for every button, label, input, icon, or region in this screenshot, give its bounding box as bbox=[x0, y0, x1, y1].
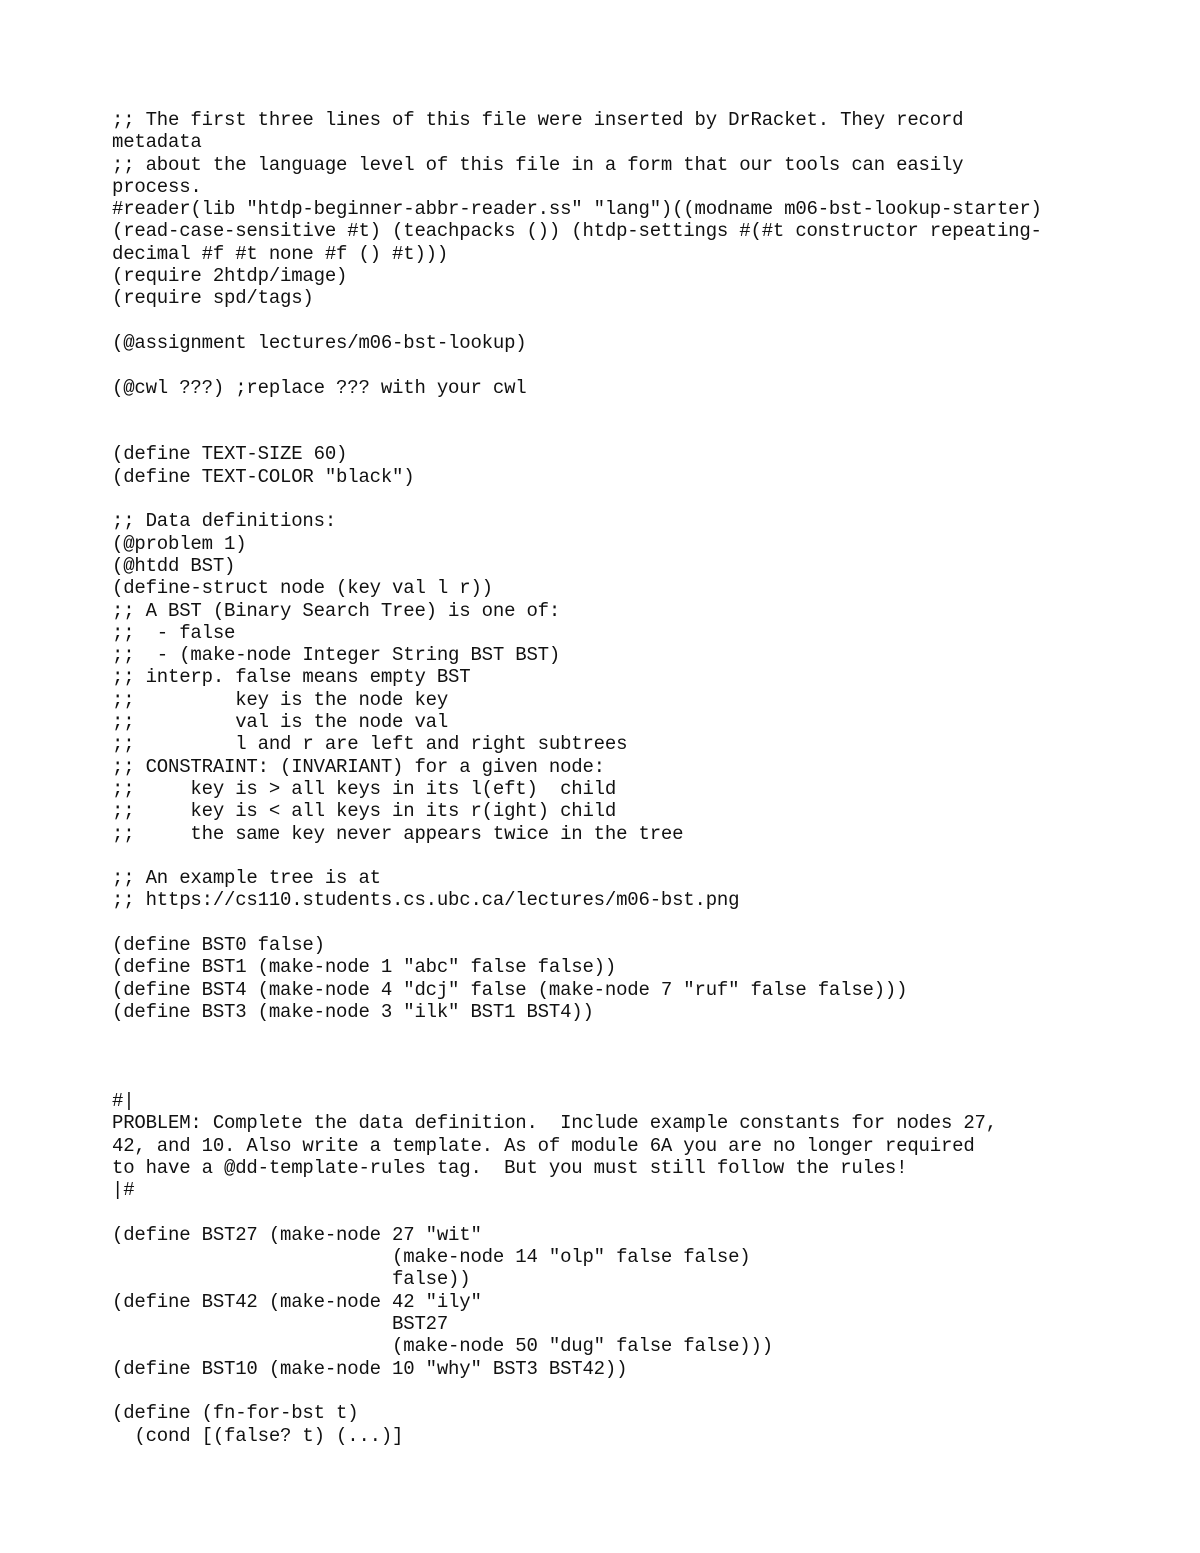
code-line: ;; Data definitions: bbox=[112, 510, 337, 533]
code-line bbox=[112, 354, 1112, 376]
code-line: (@cwl ???) ;replace ??? with your cwl bbox=[112, 376, 527, 399]
code-line: (make-node 50 "dug" false false))) bbox=[112, 1335, 773, 1358]
code-line bbox=[112, 1202, 1112, 1224]
code-line: (@assignment lectures/m06-bst-lookup) bbox=[112, 331, 527, 354]
code-line: ;; A BST (Binary Search Tree) is one of: bbox=[112, 599, 561, 622]
code-line: (cond [(false? t) (...)] bbox=[112, 1424, 404, 1447]
code-line: ;; - (make-node Integer String BST BST) bbox=[112, 644, 561, 667]
code-line: 42, and 10. Also write a template. As of module 6A you are no longer required bbox=[112, 1134, 975, 1157]
code-line bbox=[112, 1023, 1112, 1045]
code-line bbox=[112, 1068, 1112, 1090]
code-line: ;; val is the node val bbox=[112, 711, 449, 734]
code-line: (define BST4 (make-node 4 "dcj" false (make-node 7 "ruf" false false))) bbox=[112, 978, 908, 1001]
code-line: ;; - false bbox=[112, 621, 236, 644]
code-line: (define BST10 (make-node 10 "why" BST3 BST42)) bbox=[112, 1357, 628, 1380]
code-line: |# bbox=[112, 1179, 135, 1202]
code-line: (read-case-sensitive #t) (teachpacks ()) (htdp-settings #(#t constructor repeating- bbox=[112, 220, 1042, 243]
code-line: decimal #f #t none #f () #t))) bbox=[112, 242, 449, 265]
code-line: (define BST42 (make-node 42 "ily" bbox=[112, 1290, 482, 1313]
code-line bbox=[112, 421, 1112, 443]
code-line: (define-struct node (key val l r)) bbox=[112, 577, 493, 600]
code-line: ;; interp. false means empty BST bbox=[112, 666, 471, 689]
code-line: (require spd/tags) bbox=[112, 287, 314, 310]
code-line: (define BST3 (make-node 3 "ilk" BST1 BST4)) bbox=[112, 1000, 594, 1023]
code-line: (define TEXT-SIZE 60) bbox=[112, 443, 348, 466]
code-line: (define BST1 (make-node 1 "abc" false false)) bbox=[112, 956, 617, 979]
code-line: ;; https://cs110.students.cs.ubc.ca/lectures/m06-bst.png bbox=[112, 889, 740, 912]
code-line: (define TEXT-COLOR "black") bbox=[112, 465, 415, 488]
code-line bbox=[112, 1045, 1112, 1067]
code-line: (make-node 14 "olp" false false) bbox=[112, 1246, 751, 1269]
code-line: BST27 bbox=[112, 1313, 449, 1336]
code-line: process. bbox=[112, 175, 202, 198]
source-code-listing bbox=[112, 109, 1112, 1447]
code-line bbox=[112, 912, 1112, 934]
code-line: (define BST27 (make-node 27 "wit" bbox=[112, 1223, 482, 1246]
code-line: to have a @dd-template-rules tag. But you must still follow the rules! bbox=[112, 1156, 908, 1179]
code-line: (define BST0 false) bbox=[112, 933, 325, 956]
code-line: ;; An example tree is at bbox=[112, 867, 381, 890]
code-line: #reader(lib "htdp-beginner-abbr-reader.ss" "lang")((modname m06-bst-lookup-starter) bbox=[112, 198, 1042, 221]
code-line: false)) bbox=[112, 1268, 471, 1291]
code-line: ;; The first three lines of this file were inserted by DrRacket. They record bbox=[112, 109, 964, 131]
code-line: (@htdd BST) bbox=[112, 554, 236, 577]
code-line: ;; key is < all keys in its r(ight) child bbox=[112, 800, 617, 823]
code-line: ;; key is > all keys in its l(eft) child bbox=[112, 777, 617, 800]
code-line: (@problem 1) bbox=[112, 532, 247, 555]
code-line bbox=[112, 488, 1112, 510]
code-line bbox=[112, 399, 1112, 421]
code-line: ;; about the language level of this file in a form that our tools can easily bbox=[112, 153, 964, 176]
code-line: (require 2htdp/image) bbox=[112, 265, 348, 288]
code-line: ;; the same key never appears twice in the tree bbox=[112, 822, 684, 845]
code-line: PROBLEM: Complete the data definition. Include example constants for nodes 27, bbox=[112, 1112, 997, 1135]
code-line: metadata bbox=[112, 131, 202, 154]
code-line: ;; CONSTRAINT: (INVARIANT) for a given node: bbox=[112, 755, 605, 778]
code-line: ;; key is the node key bbox=[112, 688, 449, 711]
code-line bbox=[112, 845, 1112, 867]
code-line bbox=[112, 310, 1112, 332]
code-line: (define (fn-for-bst t) bbox=[112, 1402, 359, 1425]
code-line bbox=[112, 1380, 1112, 1402]
code-line: ;; l and r are left and right subtrees bbox=[112, 733, 628, 756]
code-line: #| bbox=[112, 1090, 135, 1113]
